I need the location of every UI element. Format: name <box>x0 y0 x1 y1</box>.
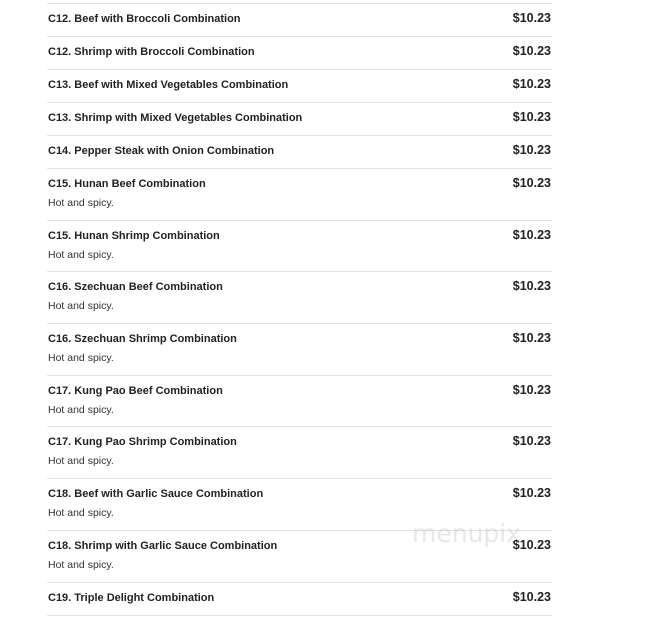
item-description: Hot and spicy. <box>48 403 114 416</box>
item-name: C18. Shrimp with Garlic Sauce Combination <box>48 539 278 552</box>
item-price: $10.23 <box>512 331 551 346</box>
item-description: Hot and spicy. <box>48 507 114 520</box>
item-name: C16. Szechuan Beef Combination <box>48 281 223 294</box>
item-price: $10.23 <box>512 227 551 242</box>
item-price: $10.23 <box>512 382 551 397</box>
item-price: $10.23 <box>512 537 551 552</box>
item-name: C12. Shrimp with Broccoli Combination <box>48 46 255 58</box>
menu-item[interactable] <box>47 169 552 221</box>
watermark-logo: menupix <box>412 519 522 548</box>
menu-item[interactable] <box>47 376 552 428</box>
menu-item[interactable] <box>47 37 552 70</box>
item-name: C14. Pepper Steak with Onion Combination <box>48 145 275 157</box>
menu-item[interactable] <box>47 583 552 616</box>
item-price: $10.23 <box>512 486 551 501</box>
item-name: C12. Beef with Broccoli Combination <box>48 13 241 25</box>
item-name: C17. Kung Pao Beef Combination <box>48 384 223 397</box>
item-description: Hot and spicy. <box>48 300 114 313</box>
item-price: $10.23 <box>512 110 551 124</box>
item-name: C15. Hunan Shrimp Combination <box>48 229 220 242</box>
item-name: C19. Triple Delight Combination <box>48 591 215 604</box>
item-price: $10.23 <box>512 143 551 157</box>
item-description: Hot and spicy. <box>48 352 114 365</box>
menu-item[interactable] <box>47 427 552 479</box>
item-description: Hot and spicy. <box>48 248 114 261</box>
menu-item[interactable] <box>47 4 552 37</box>
item-name: C17. Kung Pao Shrimp Combination <box>48 436 237 449</box>
menu-item[interactable] <box>47 221 552 273</box>
menu-item[interactable] <box>47 324 552 376</box>
item-price: $10.23 <box>512 77 551 91</box>
item-name: C13. Shrimp with Mixed Vegetables Combination <box>48 112 303 124</box>
item-description: Hot and spicy. <box>48 558 114 571</box>
item-price: $10.23 <box>512 11 551 25</box>
item-price: $10.23 <box>512 279 551 294</box>
item-price: $10.23 <box>512 434 551 449</box>
menu-item[interactable] <box>47 70 552 103</box>
item-description: Hot and spicy. <box>48 197 114 209</box>
item-price: $10.23 <box>512 44 551 58</box>
menu-item[interactable] <box>47 272 552 324</box>
menu-item[interactable] <box>47 103 552 136</box>
item-name: C18. Beef with Garlic Sauce Combination <box>48 488 264 501</box>
item-price: $10.23 <box>512 589 551 604</box>
item-name: C15. Hunan Beef Combination <box>48 178 206 190</box>
item-name: C13. Beef with Mixed Vegetables Combination <box>48 79 289 91</box>
item-description: Hot and spicy. <box>48 455 114 468</box>
item-name: C16. Szechuan Shrimp Combination <box>48 333 237 346</box>
menu-item[interactable] <box>47 136 552 169</box>
item-price: $10.23 <box>512 176 551 190</box>
